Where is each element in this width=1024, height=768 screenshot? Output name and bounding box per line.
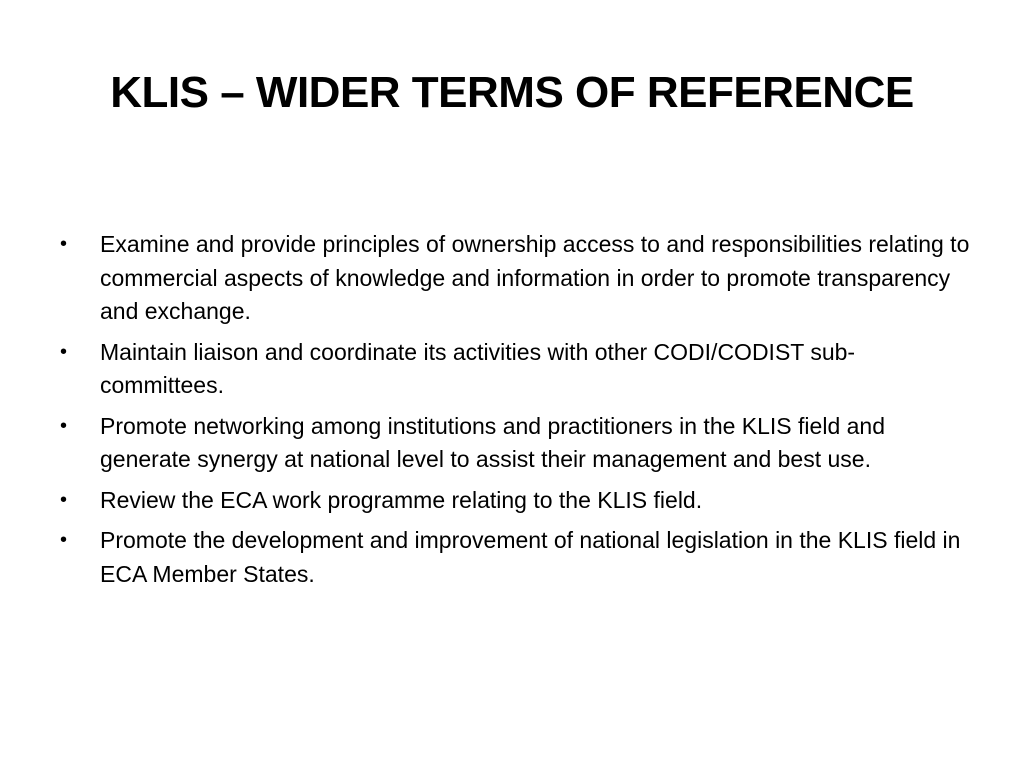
bullet-item (60, 336, 970, 403)
slide-title: KLIS – WIDER TERMS OF REFERENCE (110, 68, 914, 117)
bullet-item (60, 524, 970, 591)
bullet-marker: • (60, 488, 68, 511)
bullet-marker: • (60, 233, 68, 255)
bullet-text: Promote networking among institutions and practitioners in the KLIS field and generate synergy at national level to assist their management and best use. (100, 412, 885, 472)
bullet-marker: • (60, 414, 68, 437)
bullet-text: Maintain liaison and coordinate its activities with other CODI/CODIST sub-committees. (100, 338, 856, 398)
bullet-text: Review the ECA work programme relating to the KLIS field. (100, 486, 703, 513)
bullet-item (60, 410, 970, 477)
bullet-marker: • (60, 529, 68, 551)
bullet-text: Promote the development and improvement of national legislation in the KLIS field in ECA Member States. (100, 527, 961, 587)
bullet-marker: • (60, 340, 68, 363)
bullet-item (60, 484, 970, 518)
bullet-text: Examine and provide principles of ownership access to and responsibilities relating to commercial aspects of knowledge and information in order to promote transparency and exchange. (100, 231, 970, 324)
bullet-list (60, 228, 970, 598)
bullet-item (60, 228, 970, 329)
